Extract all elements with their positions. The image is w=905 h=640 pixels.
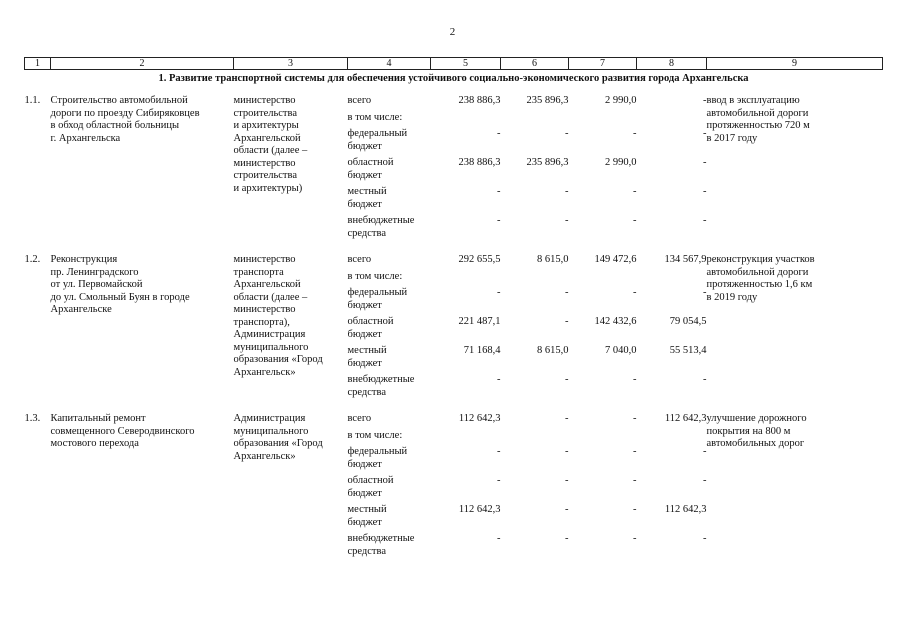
funding-source bbox=[348, 341, 431, 370]
funding-value: - bbox=[703, 95, 707, 106]
funding-source bbox=[348, 370, 431, 407]
funding-source bbox=[348, 124, 431, 153]
item-name bbox=[51, 407, 234, 558]
expected-result bbox=[707, 89, 883, 248]
funding-source-line: областной bbox=[347, 157, 394, 168]
funding-source bbox=[348, 267, 431, 284]
item-name-line: дороги по проезду Сибиряковцев bbox=[50, 107, 200, 119]
funding-value: - bbox=[633, 186, 637, 197]
funding-value bbox=[431, 267, 501, 284]
funding-source-line: бюджет bbox=[347, 169, 382, 181]
responsible-line: министерство bbox=[233, 95, 296, 106]
funding-value: - bbox=[497, 475, 501, 486]
responsible-line: муниципального bbox=[233, 425, 309, 437]
item-name-line: г. Архангельска bbox=[50, 132, 121, 144]
funding-value: - bbox=[633, 287, 637, 298]
funding-source-line: федеральный bbox=[347, 128, 408, 139]
item-name-line: в обход областной больницы bbox=[50, 120, 180, 131]
expected-result-line: автомобильных дорог bbox=[706, 438, 805, 449]
funding-value: - bbox=[497, 533, 501, 544]
responsible-line: образования «Город bbox=[233, 354, 323, 365]
funding-value: - bbox=[497, 374, 501, 385]
funding-value: 238 886,3 bbox=[458, 157, 501, 168]
funding-value: 7 040,0 bbox=[605, 345, 637, 356]
funding-source-line: федеральный bbox=[347, 446, 408, 457]
responsible-line: области (далее – bbox=[233, 145, 308, 156]
funding-value: - bbox=[633, 446, 637, 457]
responsible-line: Архангельской bbox=[233, 132, 301, 144]
funding-source-line: в том числе: bbox=[347, 270, 403, 282]
funding-value: - bbox=[497, 215, 501, 226]
funding-value: 292 655,5 bbox=[458, 254, 501, 265]
column-number: 2 bbox=[51, 58, 234, 70]
column-number: 4 bbox=[348, 58, 431, 70]
responsible-line: области (далее – bbox=[233, 291, 308, 303]
item-name bbox=[51, 248, 234, 407]
funding-value: 112 642,3 bbox=[664, 413, 707, 424]
expected-result-line: автомобильной дороги bbox=[706, 266, 809, 278]
expected-result-line: реконструкция участков bbox=[706, 254, 815, 265]
funding-value: - bbox=[633, 533, 637, 544]
item-name-line: Капитальный ремонт bbox=[50, 413, 146, 424]
funding-value bbox=[637, 108, 707, 125]
item-name-line: Строительство автомобильной bbox=[50, 95, 188, 106]
funding-source bbox=[348, 211, 431, 248]
responsible-line: транспорта bbox=[233, 266, 284, 278]
column-number: 3 bbox=[234, 58, 348, 70]
responsible-line: Администрация bbox=[233, 329, 306, 340]
expected-result-line: протяженностью 1,6 км bbox=[706, 279, 813, 290]
funding-value bbox=[501, 267, 569, 284]
funding-value: 235 896,3 bbox=[526, 95, 569, 106]
expected-result-line: улучшение дорожного bbox=[706, 413, 807, 424]
funding-value: - bbox=[703, 157, 707, 168]
funding-value: - bbox=[565, 374, 569, 385]
item-name-line: пр. Ленинградского bbox=[50, 266, 139, 278]
funding-source-line: внебюджетные bbox=[347, 374, 415, 385]
funding-source-line: в том числе: bbox=[347, 111, 403, 123]
funding-source bbox=[348, 153, 431, 182]
column-number: 5 bbox=[431, 58, 501, 70]
funding-value: - bbox=[565, 533, 569, 544]
expected-result-line: в 2017 году bbox=[706, 132, 758, 144]
funding-source-line: бюджет bbox=[347, 198, 382, 210]
funding-source-line: бюджет bbox=[347, 140, 382, 152]
funding-value bbox=[431, 108, 501, 125]
funding-value: - bbox=[703, 287, 707, 298]
funding-source-line: местный bbox=[347, 345, 387, 356]
funding-source-line: федеральный bbox=[347, 287, 408, 298]
funding-source-line: бюджет bbox=[347, 516, 382, 528]
funding-value: - bbox=[565, 215, 569, 226]
funding-source bbox=[348, 248, 431, 267]
funding-value: 134 567,9 bbox=[664, 254, 707, 265]
item-name-line: Реконструкция bbox=[50, 254, 118, 265]
funding-source bbox=[348, 529, 431, 558]
funding-value: - bbox=[633, 475, 637, 486]
funding-value: - bbox=[565, 475, 569, 486]
funding-value: - bbox=[703, 533, 707, 544]
funding-source-line: бюджет bbox=[347, 487, 382, 499]
funding-source-line: областной bbox=[347, 475, 394, 486]
funding-value: 2 990,0 bbox=[605, 95, 637, 106]
funding-source-line: бюджет bbox=[347, 299, 382, 311]
responsible-line: министерство bbox=[233, 304, 296, 315]
funding-value bbox=[569, 267, 637, 284]
funding-value bbox=[637, 426, 707, 443]
expected-result-line: автомобильной дороги bbox=[706, 107, 809, 119]
funding-value: - bbox=[703, 446, 707, 457]
funding-value: - bbox=[565, 287, 569, 298]
responsible-line: и архитектуры bbox=[233, 120, 299, 131]
responsible-executor bbox=[234, 89, 348, 248]
funding-value bbox=[431, 426, 501, 443]
funding-value bbox=[637, 267, 707, 284]
funding-source bbox=[348, 108, 431, 125]
responsible-line: и архитектуры) bbox=[233, 182, 303, 194]
funding-source bbox=[348, 312, 431, 341]
funding-value: - bbox=[703, 374, 707, 385]
responsible-line: муниципального bbox=[233, 341, 309, 353]
funding-value: 112 642,3 bbox=[664, 504, 707, 515]
item-name-line: совмещенного Северодвинского bbox=[50, 425, 195, 437]
column-number-row bbox=[25, 58, 883, 70]
program-table bbox=[24, 57, 883, 558]
item-name-line: Архангельске bbox=[50, 304, 112, 315]
funding-value: 55 513,4 bbox=[669, 345, 707, 356]
expected-result-line: покрытия на 800 м bbox=[706, 425, 791, 437]
funding-row bbox=[25, 248, 883, 267]
funding-source bbox=[348, 407, 431, 426]
responsible-line: строительства bbox=[233, 170, 298, 181]
funding-value: 221 487,1 bbox=[458, 316, 501, 327]
funding-value: 112 642,3 bbox=[458, 413, 501, 424]
responsible-line: Архангельской bbox=[233, 279, 301, 290]
section-title: 1. Развитие транспортной системы для обеспечения устойчивого социально-экономического развития города Архангельска bbox=[158, 73, 749, 84]
funding-value bbox=[569, 108, 637, 125]
item-name-line: от ул. Первомайской bbox=[50, 279, 143, 290]
funding-value: - bbox=[565, 504, 569, 515]
funding-row bbox=[25, 89, 883, 108]
funding-source bbox=[348, 471, 431, 500]
funding-source bbox=[348, 182, 431, 211]
funding-value: - bbox=[633, 128, 637, 139]
responsible-executor bbox=[234, 248, 348, 407]
funding-source-line: средства bbox=[347, 386, 387, 398]
funding-value: 8 615,0 bbox=[537, 345, 569, 356]
funding-value: - bbox=[497, 287, 501, 298]
responsible-line: министерство bbox=[233, 157, 296, 169]
responsible-line: образования «Город bbox=[233, 438, 323, 449]
funding-value bbox=[569, 426, 637, 443]
funding-value: - bbox=[497, 446, 501, 457]
funding-value: - bbox=[497, 186, 501, 197]
column-number: 8 bbox=[637, 58, 707, 70]
funding-value: 2 990,0 bbox=[605, 157, 637, 168]
funding-source-line: внебюджетные bbox=[347, 215, 415, 226]
funding-value: - bbox=[565, 186, 569, 197]
column-number: 6 bbox=[501, 58, 569, 70]
column-number: 1 bbox=[25, 58, 51, 70]
funding-source-line: всего bbox=[347, 254, 372, 265]
responsible-line: строительства bbox=[233, 107, 298, 119]
funding-value: - bbox=[633, 504, 637, 515]
funding-row bbox=[25, 407, 883, 426]
page-number: 2 bbox=[449, 26, 456, 38]
funding-value: - bbox=[703, 215, 707, 226]
funding-source-line: местный bbox=[347, 186, 387, 197]
funding-value: 238 886,3 bbox=[458, 95, 501, 106]
funding-source-line: местный bbox=[347, 504, 387, 515]
funding-value: - bbox=[633, 413, 637, 424]
table-body bbox=[25, 58, 883, 559]
expected-result-line: в 2019 году bbox=[706, 291, 758, 303]
funding-source bbox=[348, 442, 431, 471]
funding-source bbox=[348, 500, 431, 529]
funding-value: 112 642,3 bbox=[458, 504, 501, 515]
funding-source-line: внебюджетные bbox=[347, 533, 415, 544]
expected-result bbox=[707, 248, 883, 407]
funding-source-line: бюджет bbox=[347, 458, 382, 470]
funding-source-line: в том числе: bbox=[347, 429, 403, 441]
item-name bbox=[51, 89, 234, 248]
funding-source bbox=[348, 89, 431, 108]
funding-value: - bbox=[565, 128, 569, 139]
responsible-line: министерство bbox=[233, 254, 296, 265]
funding-value: 8 615,0 bbox=[537, 254, 569, 265]
item-name-line: мостового перехода bbox=[50, 438, 139, 449]
funding-source-line: средства bbox=[347, 227, 387, 239]
item-number: 1.1. bbox=[24, 95, 41, 106]
column-number: 9 bbox=[707, 58, 883, 70]
responsible-executor bbox=[234, 407, 348, 558]
funding-value: 142 432,6 bbox=[594, 316, 637, 327]
responsible-line: транспорта), bbox=[233, 316, 290, 328]
item-number: 1.2. bbox=[24, 254, 41, 265]
expected-result bbox=[707, 407, 883, 558]
funding-value bbox=[501, 108, 569, 125]
responsible-line: Архангельск» bbox=[233, 366, 296, 378]
funding-value: 71 168,4 bbox=[463, 345, 501, 356]
funding-source-line: бюджет bbox=[347, 357, 382, 369]
funding-value bbox=[501, 426, 569, 443]
responsible-line: Администрация bbox=[233, 413, 306, 424]
funding-source-line: всего bbox=[347, 95, 372, 106]
expected-result-line: ввод в эксплуатацию bbox=[706, 95, 800, 106]
funding-source bbox=[348, 426, 431, 443]
section-title-row bbox=[25, 70, 883, 90]
funding-value: - bbox=[703, 186, 707, 197]
funding-source-line: средства bbox=[347, 545, 387, 557]
funding-value: - bbox=[703, 475, 707, 486]
column-number: 7 bbox=[569, 58, 637, 70]
funding-value: 79 054,5 bbox=[669, 316, 707, 327]
item-number: 1.3. bbox=[24, 413, 41, 424]
funding-value: - bbox=[633, 215, 637, 226]
funding-source-line: бюджет bbox=[347, 328, 382, 340]
funding-value: 235 896,3 bbox=[526, 157, 569, 168]
funding-source-line: всего bbox=[347, 413, 372, 424]
funding-source bbox=[348, 283, 431, 312]
funding-value: - bbox=[633, 374, 637, 385]
funding-value: - bbox=[565, 316, 569, 327]
responsible-line: Архангельск» bbox=[233, 450, 296, 462]
funding-source-line: областной bbox=[347, 316, 394, 327]
funding-value: - bbox=[497, 128, 501, 139]
expected-result-line: протяженностью 720 м bbox=[706, 120, 810, 131]
funding-value: - bbox=[565, 413, 569, 424]
item-name-line: до ул. Смольный Буян в городе bbox=[50, 291, 190, 303]
funding-value: - bbox=[703, 128, 707, 139]
funding-value: 149 472,6 bbox=[594, 254, 637, 265]
funding-value: - bbox=[565, 446, 569, 457]
